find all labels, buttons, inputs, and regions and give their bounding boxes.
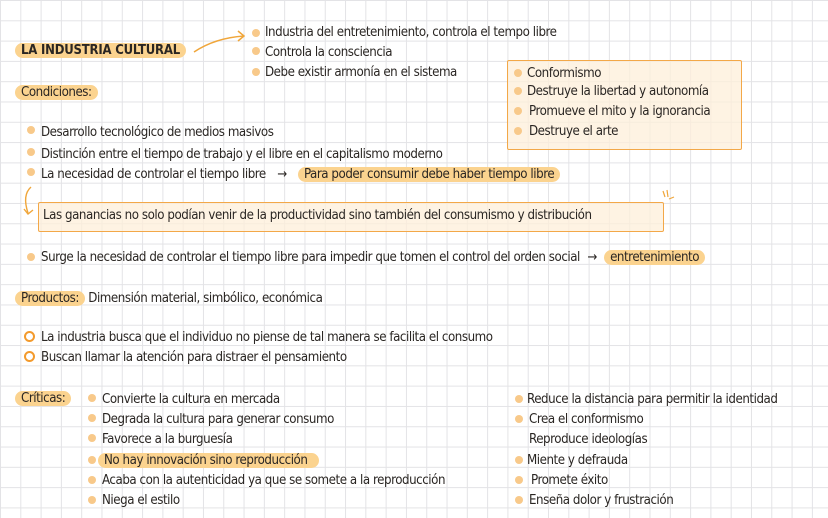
list-item: Acaba con la autenticidad ya que se somete a la reproducción <box>102 473 446 488</box>
list-item: Promueve el mito y la ignorancia <box>529 104 711 119</box>
curved-arrow-icon <box>20 185 40 220</box>
bullet-icon <box>27 126 35 134</box>
list-item: La industria busca que el individuo no piense de tal manera se facilita el consumo <box>41 330 493 345</box>
list-item: Reproduce ideologías <box>529 432 648 447</box>
highlight: Para poder consumir debe haber tiempo libre <box>298 167 560 182</box>
list-item: Crea el conformismo <box>529 412 644 427</box>
bullet-icon <box>515 456 523 464</box>
bullet-icon <box>88 476 96 484</box>
list-item: Destruye el arte <box>529 124 619 139</box>
bullet-icon <box>27 168 35 176</box>
list-item: Miente y defrauda <box>527 453 628 468</box>
list-item: Reduce la distancia para permitir la identidad <box>527 392 778 407</box>
arrow-right-icon: → <box>277 167 287 182</box>
bullet-icon <box>88 496 96 504</box>
products-line: Productos: Dimensión material, simbólico, económica <box>19 291 322 307</box>
criticisms-label: Críticas: <box>19 391 71 407</box>
ring-bullet-icon <box>24 331 35 342</box>
list-item: Convierte la cultura en mercada <box>102 392 280 407</box>
highlight: No hay innovación sino reproducción <box>98 453 319 468</box>
products-label: Productos: <box>15 291 85 306</box>
bullet-icon <box>252 47 260 55</box>
list-item: Desarrollo tecnológico de medios masivos <box>41 125 274 140</box>
list-item <box>102 453 319 469</box>
bullet-icon <box>514 87 522 95</box>
bullet-icon <box>515 395 523 403</box>
list-item: Destruye la libertad y autonomía <box>527 84 709 99</box>
bullet-icon <box>514 107 522 115</box>
bullet-icon <box>515 476 523 484</box>
list-item: Enseña dolor y frustración <box>529 493 674 508</box>
bullet-icon <box>27 148 35 156</box>
bullet-icon <box>252 29 260 37</box>
arrow-right-icon: → <box>587 250 597 265</box>
list-item: Conformismo <box>527 66 602 81</box>
list-item: Buscan llamar la atención para distraer el pensamiento <box>41 350 347 365</box>
list-item: Surge la necesidad de controlar el tiempo libre para impedir que tomen el control del orden social → entretenimiento <box>41 250 705 266</box>
bullet-icon <box>88 394 96 402</box>
curved-arrow-icon <box>190 28 250 58</box>
note-text: Las ganancias no solo podían venir de la productividad sino también del consumismo y distribución <box>43 208 592 223</box>
list-item: Promete éxito <box>531 473 608 488</box>
list-item: Debe existir armonía en el sistema <box>265 65 457 80</box>
list-item: Degrada la cultura para generar consumo <box>102 412 334 427</box>
bullet-icon <box>27 253 35 261</box>
ring-bullet-icon <box>24 351 35 362</box>
bullet-icon <box>514 69 522 77</box>
bullet-icon <box>88 414 96 422</box>
sparkle-icon <box>661 190 675 202</box>
bullet-icon <box>252 68 260 76</box>
list-item: La necesidad de controlar el tiempo libre → Para poder consumir debe haber tiempo libre <box>41 167 560 183</box>
bullet-icon <box>515 415 523 423</box>
page-title: LA INDUSTRIA CULTURAL <box>19 43 186 59</box>
bullet-icon <box>514 127 522 135</box>
conditions-label: Condiciones: <box>19 85 98 101</box>
bullet-icon <box>515 496 523 504</box>
list-item: Industria del entretenimiento, controla el tempo libre <box>265 25 557 40</box>
list-item: Controla la consciencia <box>265 45 393 60</box>
list-item: Niega el estilo <box>102 493 180 508</box>
highlight: entretenimiento <box>604 250 705 265</box>
bullet-icon <box>88 434 96 442</box>
bullet-icon <box>88 456 96 464</box>
list-item: Distinción entre el tiempo de trabajo y el libre en el capitalismo moderno <box>41 147 443 162</box>
list-item: Favorece a la burguesía <box>102 432 233 447</box>
